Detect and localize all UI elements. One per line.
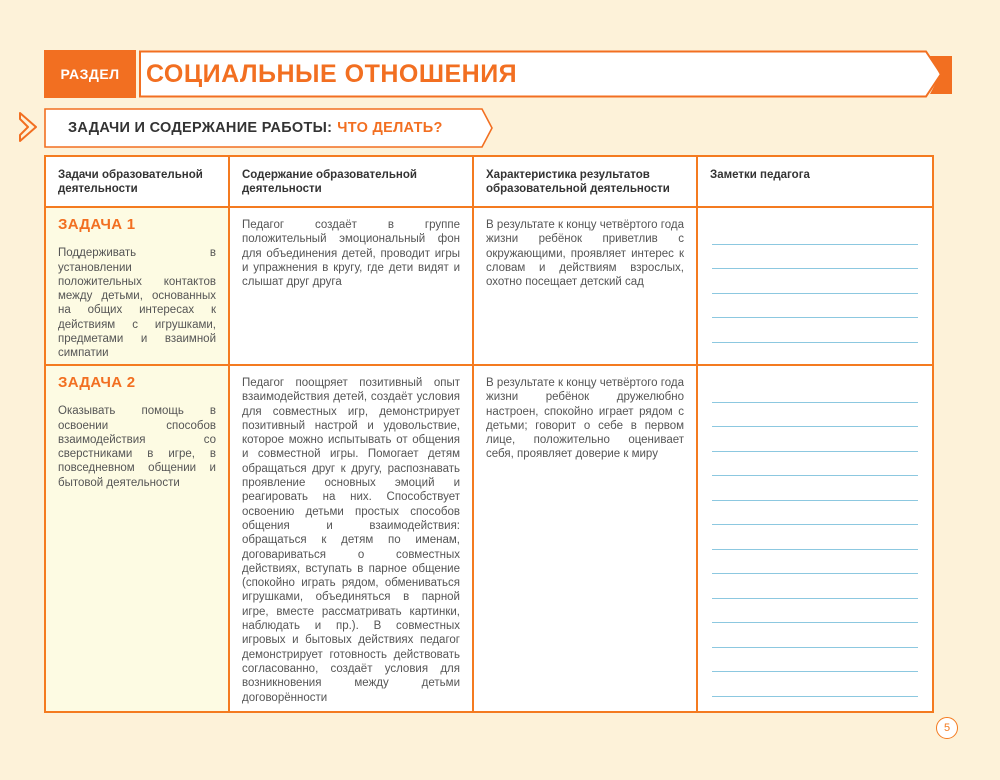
notes-cell[interactable] — [698, 208, 932, 366]
task-text: Поддерживать в установлении положительных контактов между детьми, основанных на общих интересах к действиям с игрушками, предметами и взаимной симпатии — [58, 247, 216, 360]
note-line[interactable] — [712, 403, 918, 428]
task-text: Оказывать помощь в освоении способов взаимодействия со сверстниками в игре, в повседневном общении и бытовой деятельности — [58, 405, 216, 489]
section-label: РАЗДЕЛ — [60, 66, 120, 82]
note-line[interactable] — [712, 623, 918, 648]
task-title: ЗАДАЧА 1 — [58, 216, 136, 233]
content-cell: Педагог создаёт в группе положительный эмоциональный фон для объединения детей, проводит игры и упражнения в кругу, где дети видят и слышат друг друга — [230, 208, 474, 366]
task-cell — [46, 208, 230, 366]
header-results: Характеристика результатов образовательной деятельности — [474, 157, 698, 208]
subheader-main: ЗАДАЧИ И СОДЕРЖАНИЕ РАБОТЫ: — [68, 120, 333, 136]
subheader — [44, 108, 494, 148]
chevron-right-icon — [18, 111, 40, 143]
note-line[interactable] — [712, 648, 918, 673]
tasks-table — [44, 155, 934, 713]
section-banner — [44, 50, 944, 98]
task-title: ЗАДАЧА 2 — [58, 374, 136, 391]
note-line[interactable] — [712, 672, 918, 697]
note-line[interactable] — [712, 343, 918, 367]
note-line[interactable] — [712, 318, 918, 343]
note-line[interactable] — [712, 269, 918, 294]
note-line[interactable] — [712, 476, 918, 501]
flag-decoration-icon — [930, 56, 952, 94]
note-line[interactable] — [712, 599, 918, 624]
header-tasks: Задачи образовательной деятельности — [46, 157, 230, 208]
header-content: Содержание образовательной деятельности — [230, 157, 474, 208]
note-line[interactable] — [712, 220, 918, 245]
note-line[interactable] — [712, 525, 918, 550]
subheader-text — [68, 108, 443, 148]
page-number: 5 — [936, 717, 958, 739]
note-line[interactable] — [712, 550, 918, 575]
note-line[interactable] — [712, 452, 918, 477]
subheader-accent: ЧТО ДЕЛАТЬ? — [337, 120, 443, 136]
note-line[interactable] — [712, 501, 918, 526]
notes-cell[interactable] — [698, 366, 932, 711]
note-line[interactable] — [712, 574, 918, 599]
note-line[interactable] — [712, 378, 918, 403]
result-cell: В результате к концу четвёртого года жизни ребёнок приветлив с окружающими, проявляет интерес к словам и действиям взрослых, охотно посещает детский сад — [474, 208, 698, 366]
section-title: СОЦИАЛЬНЫЕ ОТНОШЕНИЯ — [146, 59, 518, 88]
result-cell: В результате к концу четвёртого года жизни ребёнок дружелюбно настроен, спокойно играет рядом с детьми; говорит о себе в первом лице, положительно оценивает себя, проявляет доверие к миру — [474, 366, 698, 711]
header-notes: Заметки педагога — [698, 157, 932, 208]
note-line[interactable] — [712, 294, 918, 319]
note-line[interactable] — [712, 427, 918, 452]
note-line[interactable] — [712, 245, 918, 270]
content-cell: Педагог поощряет позитивный опыт взаимодействия детей, создаёт условия для совместных игр, демонстрирует позитивный настрой и удовольствие, которое можно испытывать от общения и совместной игры. Помогает детям обращаться друг к другу, распознавать проявление основных эмоций и реагировать на них. Способствует освоению детьми простых способов общения и взаимодействия: обращаться к детям по именам, договариваться о совместных действиях, вступать в парное общение (спокойно играть рядом, обмениваться игрушками, объединяться в парной игре, вместе рассматривать картинки, наблюдать и пр.). В совместных игровых и бытовых действиях педагог демонстрирует готовность действовать согласованно, создаёт условия для возникновения между детьми договорённости — [230, 366, 474, 711]
task-cell — [46, 366, 230, 711]
